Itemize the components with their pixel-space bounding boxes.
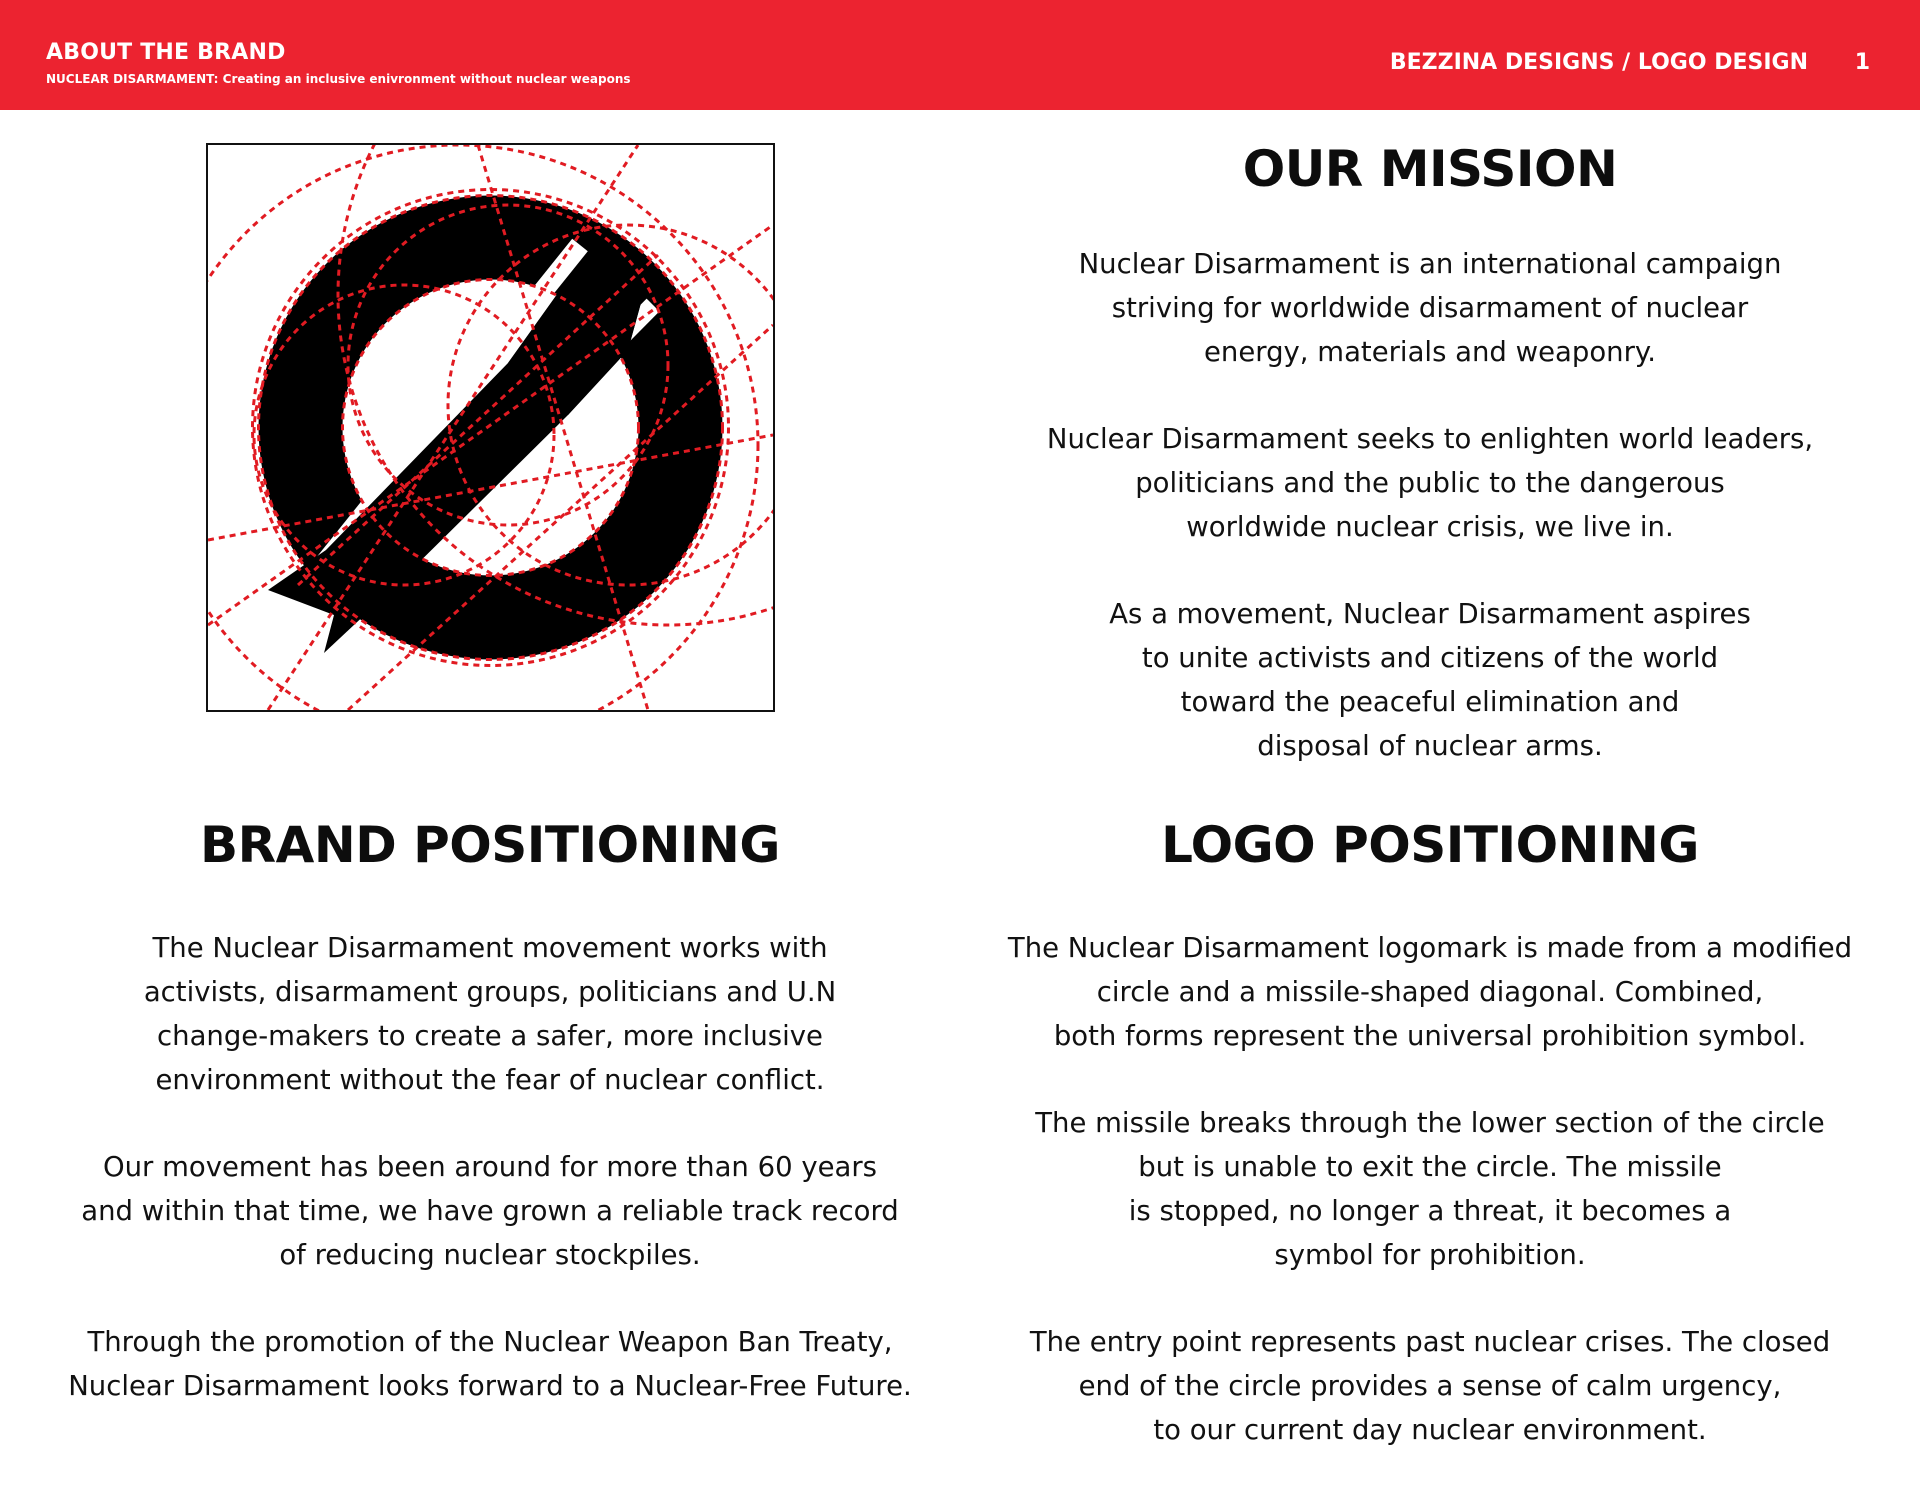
brand-positioning-heading: BRAND POSITIONING [200, 816, 780, 874]
header-subtitle: NUCLEAR DISARMAMENT: Creating an inclusive enivronment without nuclear weapons [46, 72, 631, 86]
mission-paragraph: As a movement, Nuclear Disarmament aspires to unite activists and citizens of the world toward the peaceful elimination and disposal of nuclear arms. [1109, 598, 1751, 762]
nuclear-disarmament-logo-icon [208, 145, 773, 710]
brand-positioning-paragraph: The Nuclear Disarmament movement works with activists, disarmament groups, politicians and U.N change-makers to create a safer, more inclusive environment without the fear of nuclear conflict. [143, 932, 837, 1096]
header-title: ABOUT THE BRAND [46, 40, 286, 65]
logo-positioning-heading: LOGO POSITIONING [1161, 816, 1699, 874]
header-breadcrumb: BEZZINA DESIGNS / LOGO DESIGN [1389, 50, 1808, 75]
brand-positioning-paragraph: Through the promotion of the Nuclear Weapon Ban Treaty, Nuclear Disarmament looks forward to a Nuclear-Free Future. [68, 1326, 912, 1402]
brand-positioning-paragraph: Our movement has been around for more than 60 years and within that time, we have grown a reliable track record of reducing nuclear stockpiles. [81, 1151, 899, 1271]
page-number: 1 [1854, 50, 1870, 75]
logo-positioning-paragraph: The Nuclear Disarmament logomark is made from a modified circle and a missile-shaped diagonal. Combined, both forms represent the universal prohibition symbol. [1007, 932, 1853, 1052]
header-banner [0, 0, 1920, 110]
logo-positioning-section [990, 816, 1870, 1495]
logo-construction-figure [206, 143, 775, 712]
mission-heading: OUR MISSION [1242, 140, 1618, 198]
mission-paragraph: Nuclear Disarmament is an international campaign striving for worldwide disarmament of nuclear energy, materials and weaponry. [1078, 248, 1782, 368]
brand-positioning-section [40, 816, 940, 1451]
mission-section [990, 140, 1870, 811]
logo-positioning-paragraph: The missile breaks through the lower section of the circle but is unable to exit the circle. The missile is stopped, no longer a threat, it becomes a symbol for prohibition. [1035, 1107, 1825, 1271]
mission-paragraph: Nuclear Disarmament seeks to enlighten world leaders, politicians and the public to the dangerous worldwide nuclear crisis, we live in. [1046, 423, 1814, 543]
logo-positioning-paragraph: The entry point represents past nuclear crises. The closed end of the circle provides a sense of calm urgency, to our current day nuclear environment. [1029, 1326, 1831, 1446]
